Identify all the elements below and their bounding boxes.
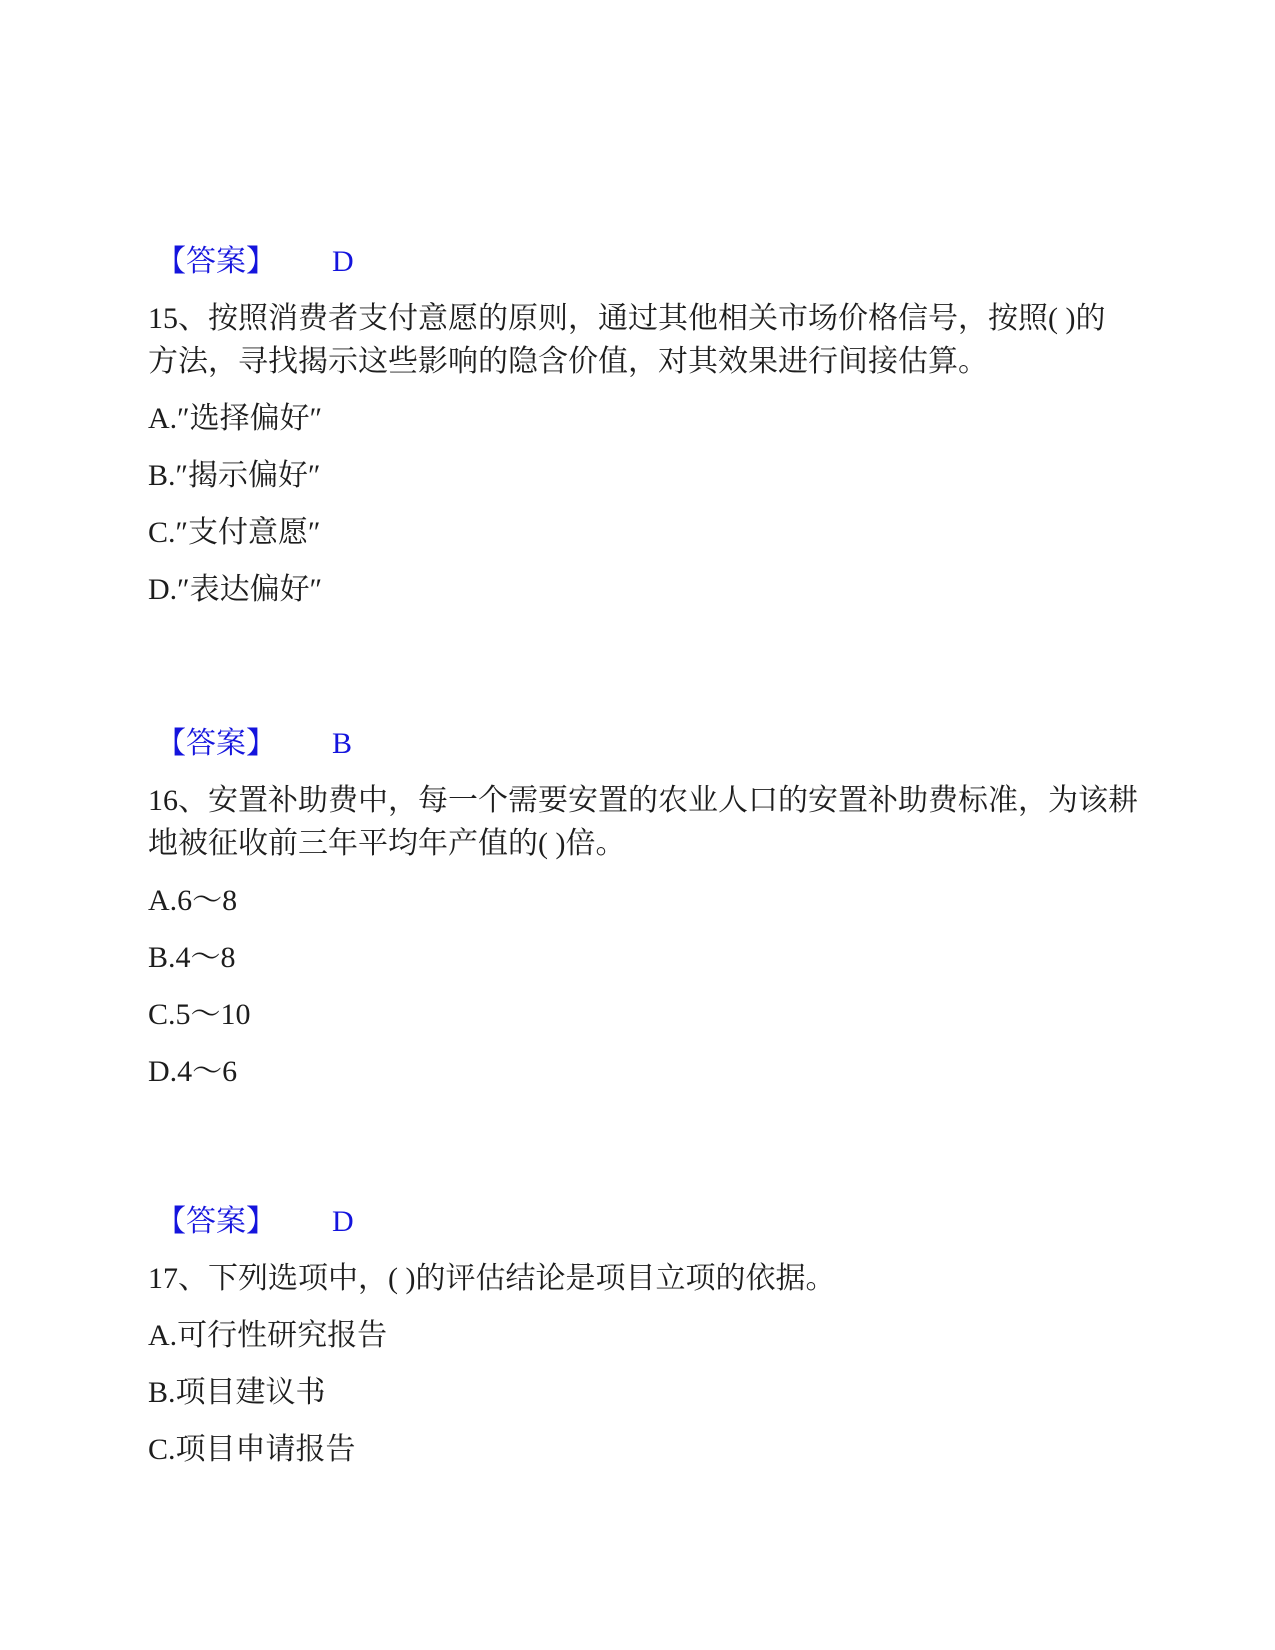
option-a: A.可行性研究报告 [148, 1319, 388, 1352]
option-b: B.4～8 [148, 941, 236, 974]
question-text [148, 1257, 1135, 1300]
option-c: C.5～10 [148, 998, 251, 1031]
option-d: D.4～6 [148, 1055, 238, 1088]
option-d: D.″表达偏好″ [148, 573, 323, 606]
question-text-line: 17、下列选项中，( )的评估结论是项目立项的依据。 [148, 1262, 836, 1295]
question-block-17 [148, 1200, 1135, 1471]
question-text-line: 15、按照消费者支付意愿的原则，通过其他相关市场价格信号，按照( )的 [148, 302, 1106, 335]
answer-label: 【答案】 [156, 727, 276, 760]
options-list [148, 397, 1135, 611]
answer-label: 【答案】 [156, 245, 276, 278]
question-text [148, 779, 1138, 865]
question-text-line: 方法，寻找揭示这些影响的隐含价值，对其效果进行间接估算。 [148, 345, 988, 378]
option-c: C.项目申请报告 [148, 1433, 356, 1466]
option-a: A.6～8 [148, 884, 238, 917]
answer-value: D [332, 1205, 354, 1238]
question-text-line: 地被征收前三年平均年产值的( )倍。 [148, 827, 626, 860]
answer-line [148, 722, 1135, 765]
option-b: B.项目建议书 [148, 1376, 326, 1409]
option-b: B.″揭示偏好″ [148, 459, 321, 492]
question-block-16 [148, 722, 1138, 1093]
answer-line [148, 1200, 1135, 1243]
options-list [148, 879, 1135, 1093]
options-list [148, 1314, 1135, 1471]
question-text-line: 16、安置补助费中，每一个需要安置的农业人口的安置补助费标准，为该耕 [148, 784, 1138, 817]
answer-value: D [332, 245, 354, 278]
option-c: C.″支付意愿″ [148, 516, 321, 549]
answer-label: 【答案】 [156, 1205, 276, 1238]
option-a: A.″选择偏好″ [148, 402, 323, 435]
answer-line [148, 240, 1135, 283]
question-text [148, 297, 1135, 383]
question-block-15 [148, 240, 1135, 611]
answer-value: B [332, 727, 353, 760]
